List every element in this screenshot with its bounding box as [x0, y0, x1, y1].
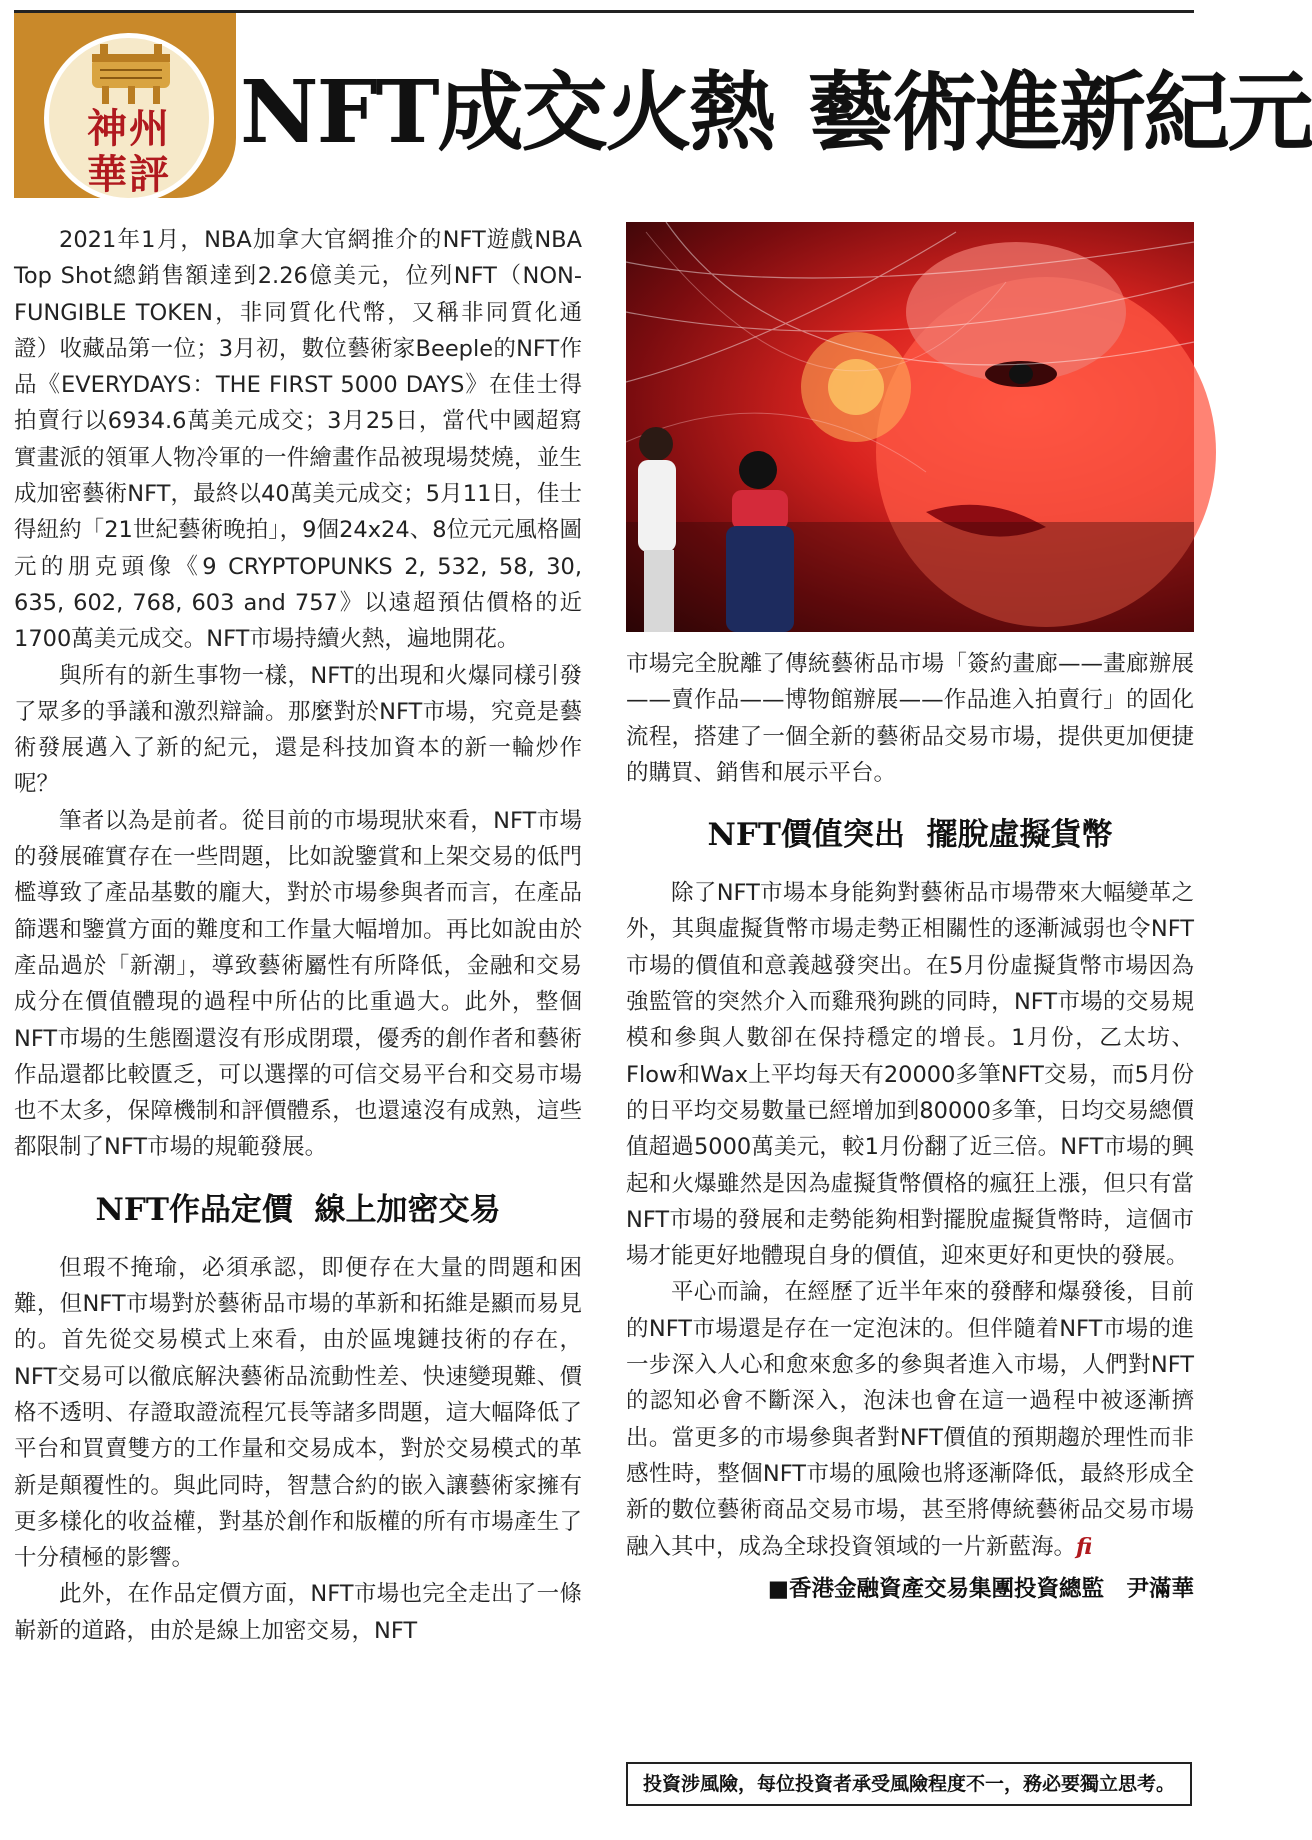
article-paragraph: 2021年1月，NBA加拿大官網推介的NFT遊戲NBA Top Shot總銷售額達到2.26億美元，位列NFT（NON-FUNGIBLE TOKEN，非同質化代幣，又稱非同質化通證）收藏品第一位；3月初，數位藝術家Beeple的NFT作品《EVERYDAYS：THE FIRST 5000 DAYS》在佳士得拍賣行以6934.6萬美元成交；3月25日，當代中國超寫實畫派的領軍人物冷軍的一件繪畫作品被現場焚燒，並生成加密藝術NFT，最終以40萬美元成交；5月11日，佳士得紐約「21世紀藝術晚拍」，9個24x24、8位元元風格圖元的朋克頭像《9 CRYPTOPUNKS 2, 532, 58, 30, 635, 602, 768, 603 and 757》以遠超預估價格的近1700萬美元成交。NFT市場持續火熱，遍地開花。: [14, 227, 582, 653]
article-paragraph: 但瑕不掩瑜，必須承認，即便存在大量的問題和困難，但NFT市場對於藝術品市場的革新和拓維是顯而易見的。首先從交易模式上來看，由於區塊鏈技術的存在，NFT交易可以徹底解決藝術品流動性差、快速變現難、價格不透明、存證取證流程冗長等諸多問題，這大幅降低了平台和買賣雙方的工作量和交易成本，對於交易模式的革新是顛覆性的。與此同時，智慧合約的嵌入讓藝術家擁有更多樣化的收益權，對基於創作和版權的所有市場產生了十分積極的影響。: [14, 1254, 582, 1572]
headline: [240, 58, 1312, 168]
end-mark: fi: [1076, 1533, 1093, 1560]
article-paragraph: 此外，在作品定價方面，NFT市場也完全走出了一條嶄新的道路，由於是線上加密交易，NFT: [14, 1581, 582, 1644]
headline-part-1: NFT成交火熱: [240, 62, 774, 163]
article-paragraph-text: 平心而論，在經歷了近半年來的發酵和爆發後，目前的NFT市場還是存在一定泡沫的。但伴隨着NFT市場的進一步深入人心和愈來愈多的參與者進入市場，人們對NFT的認知必會不斷深入，泡沫也會在這一過程中被逐漸擠出。當更多的市場參與者對NFT價值的預期趨於理性而非感性時，整個NFT市場的風險也將逐漸降低，最終形成全新的數位藝術商品交易市場，甚至將傳統藝術品交易市場融入其中，成為全球投資領域的一片新藍海。: [626, 1279, 1194, 1560]
risk-notice: 投資涉風險，每位投資者承受風險程度不一，務必要獨立思考。: [626, 1762, 1192, 1806]
nft-exhibition-photo: [626, 222, 1194, 632]
article-paragraph: 市場完全脫離了傳統藝術品市場「簽約畫廊——畫廊辦展——賣作品——博物館辦展——作品進入拍賣行」的固化流程，搭建了一個全新的藝術品交易市場，提供更加便捷的購買、銷售和展示平台。: [626, 651, 1194, 786]
headline-part-2: 藝術進新紀元: [807, 62, 1312, 163]
left-column: [14, 222, 582, 1649]
subheading: NFT價值突出 擺脫虛擬貨幣: [707, 817, 1113, 854]
article-paragraph: 除了NFT市場本身能夠對藝術品市場帶來大幅變革之外，其與虛擬貨幣市場走勢正相關性的逐漸減弱也令NFT市場的價值和意義越發突出。在5月份虛擬貨幣市場因為強監管的突然介入而雞飛狗跳的同時，NFT市場的交易規模和參與人數卻在保持穩定的增長。1月份，乙太坊、Flow和Wax上平均每天有20000多筆NFT交易，而5月份的日平均交易數量已經增加到80000多筆，日均交易總價值超過5000萬美元，較1月份翻了近三倍。NFT市場的興起和火爆雖然是因為虛擬貨幣價格的瘋狂上漲，但只有當NFT市場的發展和走勢能夠相對擺脫虛擬貨幣時，這個市場才能更好地體現自身的價值，迎來更好和更快的發展。: [626, 880, 1194, 1270]
photo-illustration: [626, 222, 1194, 632]
column-logo-text: 神州 華評: [87, 105, 171, 198]
subheading: NFT作品定價 線上加密交易: [95, 1191, 501, 1228]
article-paragraph: [626, 1274, 1194, 1564]
article-paragraph: 筆者以為是前者。從目前的市場現狀來看，NFT市場的發展確實存在一些問題，比如說鑒賞和上架交易的低門檻導致了產品基數的龐大，對於市場參與者而言，在產品篩選和鑒賞方面的難度和工作量大幅增加。再比如說由於產品過於「新潮」，導致藝術屬性有所降低，金融和交易成分在價值體現的過程中所佔的比重過大。此外，整個NFT市場的生態圈還沒有形成閉環，優秀的創作者和藝術作品還都比較匱乏，可以選擇的可信交易平台和交易市場也不太多，保障機制和評價體系，也還遠沒有成熟，這些都限制了NFT市場的規範發展。: [14, 807, 582, 1161]
bronze-ding-vessel-icon: [86, 44, 176, 106]
byline: ■香港金融資產交易集團投資總監 尹滿華: [767, 1575, 1194, 1602]
right-column: [626, 222, 1194, 1607]
logo-badge: [44, 33, 214, 203]
column-logo: [14, 13, 236, 198]
article-paragraph: 與所有的新生事物一樣，NFT的出現和火爆同樣引發了眾多的爭議和激烈辯論。那麼對於NFT市場，究竟是藝術發展邁入了新的紀元，還是科技加資本的新一輪炒作呢？: [14, 662, 582, 798]
